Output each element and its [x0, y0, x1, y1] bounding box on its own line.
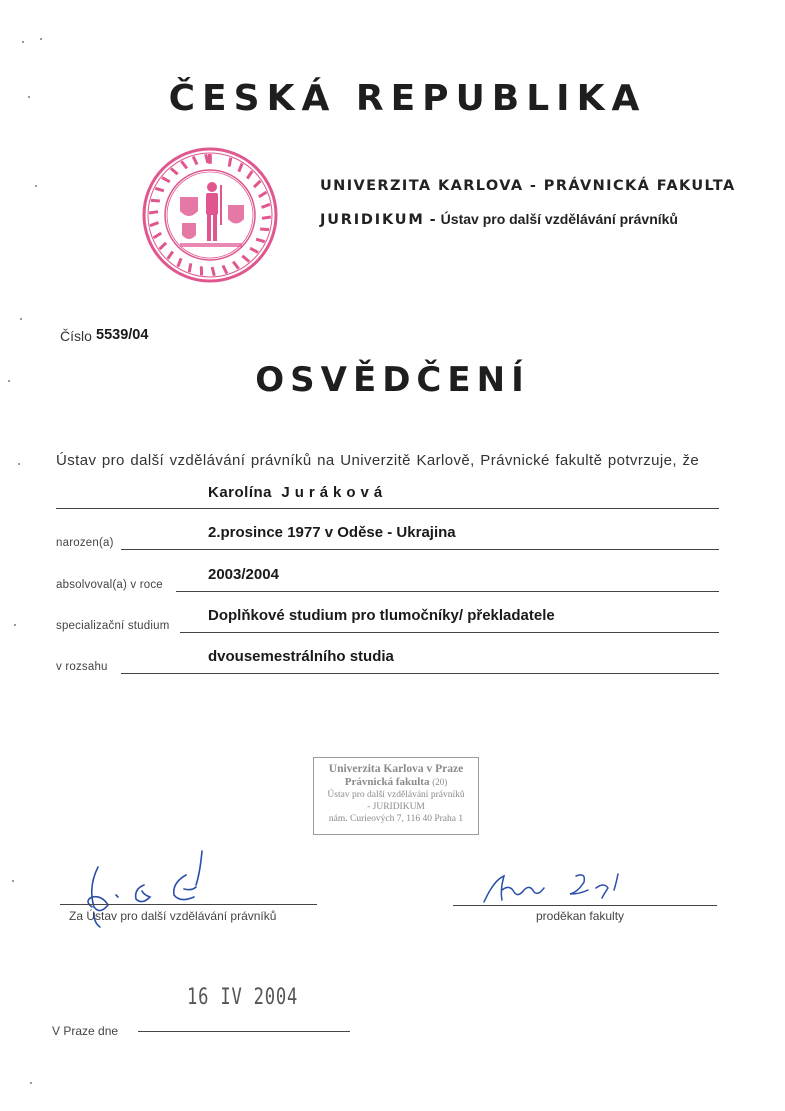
- scan-speck: [14, 624, 16, 626]
- completed-label: absolvoval(a) v roce: [56, 579, 163, 591]
- university-name: UNIVERZITA KARLOVA - PRÁVNICKÁ FAKULTA: [320, 178, 736, 194]
- born-value: 2.prosince 1977 v Oděse - Ukrajina: [208, 524, 456, 541]
- scan-speck: [28, 96, 30, 98]
- date-stamp: 16 IV 2004: [187, 985, 299, 1010]
- stamp-line-juridikum: - JURIDIKUM: [367, 802, 425, 812]
- born-label: narozen(a): [56, 537, 114, 549]
- institute-separator: -: [424, 212, 441, 228]
- faculty-stamp: [313, 757, 479, 835]
- born-line: [121, 549, 719, 550]
- scan-speck: [22, 41, 24, 43]
- left-signature-line: [60, 904, 317, 905]
- right-signature-label: proděkan fakulty: [536, 909, 625, 923]
- certificate-intro: Ústav pro další vzdělávání právníků na Univerzitě Karlově, Právnické fakultě potvrzuje, že: [56, 452, 700, 469]
- scope-line: [121, 673, 719, 674]
- scan-speck: [40, 38, 42, 40]
- stamp-faculty-name: Právnická fakulta: [344, 776, 430, 788]
- right-signature-icon: [478, 868, 638, 913]
- institute-subtitle: Ústav pro další vzdělávání právníků: [440, 211, 678, 227]
- document-number-value: 5539/04: [96, 327, 149, 343]
- stamp-faculty-number: (20): [432, 777, 448, 787]
- holder-last-name: Juráková: [281, 484, 388, 501]
- stamp-line-university: Univerzita Karlova v Praze: [328, 763, 464, 775]
- scan-speck: [20, 318, 22, 320]
- certificate-title: OSVĚDČENÍ: [255, 360, 530, 400]
- institute-line: [320, 211, 678, 228]
- holder-first-name: Karolína: [208, 484, 273, 501]
- scan-speck: [35, 185, 37, 187]
- document-number-label: Číslo: [60, 328, 92, 344]
- scope-label: v rozsahu: [56, 661, 108, 673]
- scan-speck: [18, 463, 20, 465]
- stamp-line-faculty: [314, 776, 478, 789]
- specialization-value: Doplňkové studium pro tlumočníky/ překladatele: [208, 607, 555, 624]
- scan-speck: [12, 880, 14, 882]
- scan-speck: [30, 1082, 32, 1084]
- left-signature-label: Za Ústav pro další vzdělávání právníků: [69, 909, 277, 923]
- completed-value: 2003/2004: [208, 566, 279, 583]
- university-seal-icon: [140, 145, 280, 285]
- stamp-line-address: nám. Curieových 7, 116 40 Praha 1: [328, 814, 464, 824]
- place-date-label: V Praze dne: [52, 1024, 119, 1038]
- holder-name: [208, 484, 387, 501]
- name-line: [56, 508, 719, 509]
- stamp-line-institute: Ústav pro další vzdělávání právníků: [327, 790, 465, 800]
- institute-name: JURIDIKUM: [320, 212, 425, 228]
- specialization-line: [180, 632, 719, 633]
- right-signature-line: [453, 905, 717, 906]
- scan-speck: [8, 380, 10, 382]
- specialization-label: specializační studium: [56, 620, 170, 632]
- completed-line: [176, 591, 719, 592]
- scope-value: dvousemestrálního studia: [208, 648, 394, 665]
- country-heading: ČESKÁ REPUBLIKA: [168, 78, 647, 119]
- place-date-line: [138, 1031, 350, 1032]
